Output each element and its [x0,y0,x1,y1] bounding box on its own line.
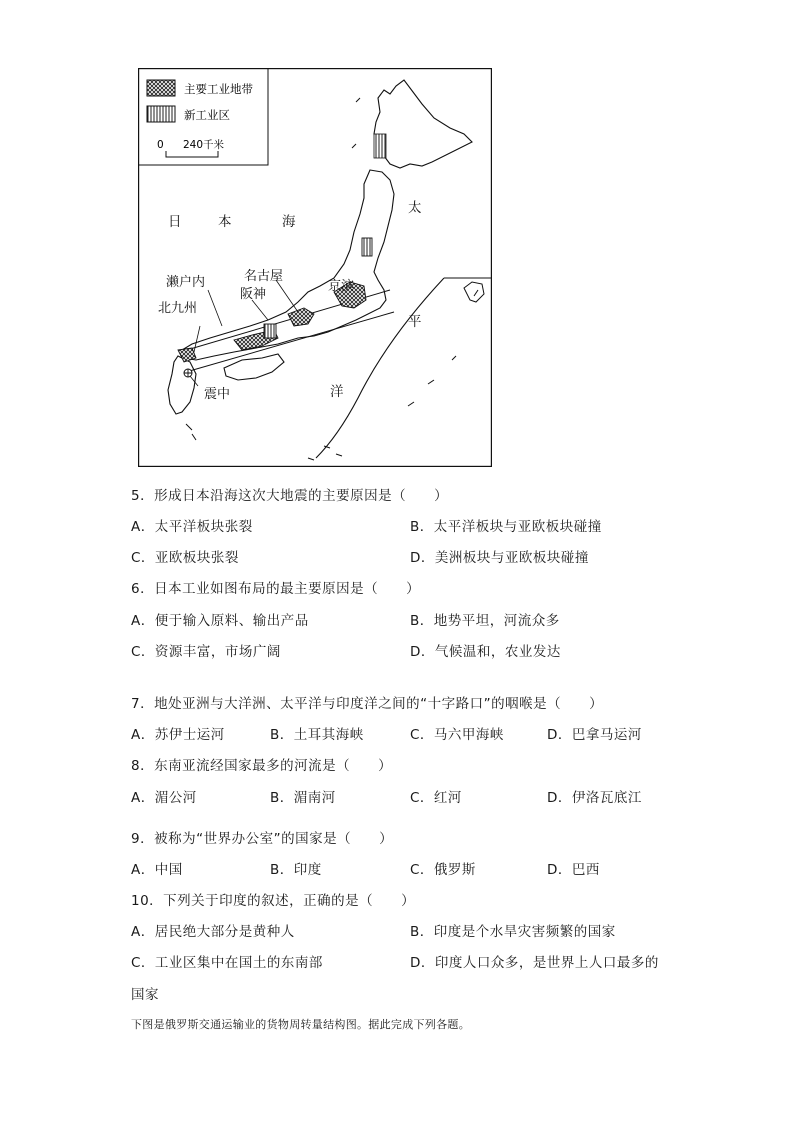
japan-industry-map [138,68,492,467]
question-10-option-d[interactable]: D．印度人口众多，是世界上人口最多的 [410,955,659,971]
question-9-option-b[interactable]: B．印度 [270,862,322,878]
label-sea-of-japan-2: 本 [218,214,232,230]
label-nagoya: 名古屋 [244,269,284,284]
question-9-stem: 9．被称为“世界办公室”的国家是（ ） [131,831,394,847]
label-pacific-2: 平 [408,314,422,330]
question-8-stem: 8．东南亚流经国家最多的河流是（ ） [131,758,393,774]
question-8-option-d[interactable]: D．伊洛瓦底江 [547,790,642,806]
question-10-option-c[interactable]: C．工业区集中在国土的东南部 [131,955,323,971]
question-10-option-d-continued: 国家 [131,987,159,1003]
hokkaido-new-zone [374,134,386,158]
question-10-stem: 10．下列关于印度的叙述，正确的是（ ） [131,893,416,909]
question-9-option-a[interactable]: A．中国 [131,862,183,878]
question-10-option-b[interactable]: B．印度是个水旱灾害频繁的国家 [410,924,616,940]
label-sea-of-japan-3: 海 [282,214,296,230]
legend-main-belt-label: 主要工业地带 [184,82,253,96]
question-7-option-b[interactable]: B．土耳其海峡 [270,727,364,743]
question-5-option-b[interactable]: B．太平洋板块与亚欧板块碰撞 [410,519,602,535]
label-keihin: 京滨 [328,279,355,294]
section-intro-note: 下图是俄罗斯交通运输业的货物周转量结构图。据此完成下列各题。 [131,1018,470,1031]
question-6-stem: 6．日本工业如图布局的最主要原因是（ ） [131,581,421,597]
label-hanshin: 阪神 [240,287,267,302]
question-5-stem: 5．形成日本沿海这次大地震的主要原因是（ ） [131,488,449,504]
question-7-stem: 7．地处亚洲与大洋洲、太平洋与印度洋之间的“十字路口”的咽喉是（ ） [131,696,604,712]
question-5-option-a[interactable]: A．太平洋板块张裂 [131,519,253,535]
scale-value-label: 240千米 [183,139,225,151]
label-pacific-3: 洋 [330,384,344,400]
legend-main-belt-swatch [147,80,175,96]
question-6-option-c[interactable]: C．资源丰富，市场广阔 [131,644,281,660]
legend-new-zone-swatch [147,106,175,122]
question-7-option-a[interactable]: A．苏伊士运河 [131,727,225,743]
question-9-option-d[interactable]: D．巴西 [547,862,600,878]
question-8-option-a[interactable]: A．湄公河 [131,790,197,806]
question-7-option-d[interactable]: D．巴拿马运河 [547,727,642,743]
question-6-option-d[interactable]: D．气候温和，农业发达 [410,644,561,660]
label-pacific-1: 太 [408,200,422,216]
question-7-option-c[interactable]: C．马六甲海峡 [410,727,504,743]
label-kitakyushu: 北九州 [158,301,198,316]
legend-new-zone-label: 新工业区 [184,108,230,122]
question-6-option-b[interactable]: B．地势平坦，河流众多 [410,613,560,629]
question-5-option-c[interactable]: C．亚欧板块张裂 [131,550,239,566]
question-8-option-c[interactable]: C．红河 [410,790,462,806]
question-5-option-d[interactable]: D．美洲板块与亚欧板块碰撞 [410,550,589,566]
question-10-option-a[interactable]: A．居民绝大部分是黄种人 [131,924,295,940]
label-setonaikai: 濑户内 [166,275,206,290]
question-9-option-c[interactable]: C．俄罗斯 [410,862,476,878]
label-epicenter: 震中 [204,387,231,402]
label-sea-of-japan-1: 日 [168,214,182,230]
question-8-option-b[interactable]: B．湄南河 [270,790,336,806]
scale-zero-label: 0 [157,139,164,151]
question-6-option-a[interactable]: A．便于输入原料、输出产品 [131,613,309,629]
